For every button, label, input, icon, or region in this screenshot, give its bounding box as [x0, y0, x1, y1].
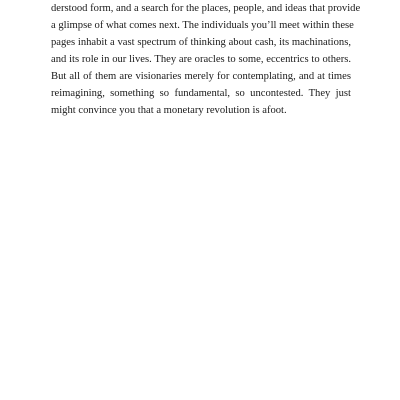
- paragraph-line: might convince you that a monetary revolution is afoot.: [51, 105, 287, 116]
- paragraph-line: But all of them are visionaries merely for contemplating, and at times: [51, 71, 351, 82]
- paragraph-line: a glimpse of what comes next. The individuals you’ll meet within these: [51, 20, 354, 31]
- paragraph-line: reimagining, something so fundamental, so uncontested. They just: [51, 88, 351, 99]
- paragraph-line: derstood form, and a search for the places, people, and ideas that provide: [51, 3, 361, 14]
- paragraph-line: pages inhabit a vast spectrum of thinking about cash, its machinations,: [51, 37, 351, 48]
- body-paragraph: [51, 0, 361, 119]
- paragraph-line: and its role in our lives. They are oracles to some, eccentrics to others.: [51, 54, 351, 65]
